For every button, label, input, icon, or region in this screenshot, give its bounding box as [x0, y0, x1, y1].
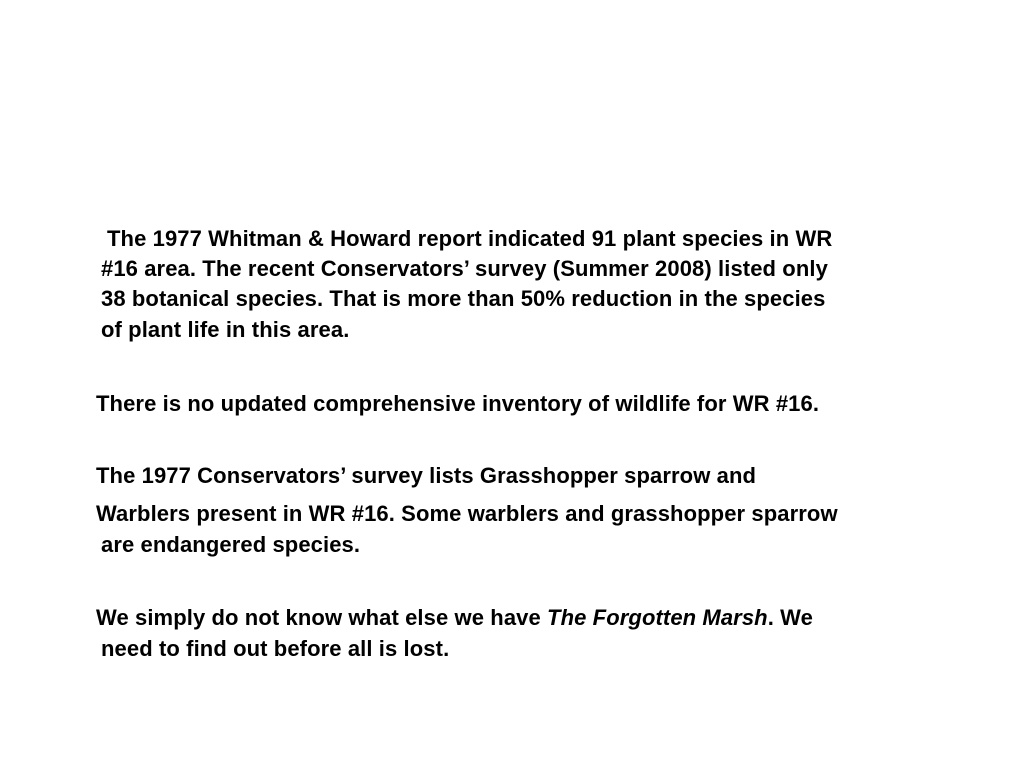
paragraph-5-line-1	[96, 603, 813, 633]
paragraph-4-line-1: Warblers present in WR #16. Some warblers and grasshopper sparrow	[96, 501, 838, 526]
paragraph-1-line-3: 38 botanical species. That is more than 50% reduction in the species	[101, 286, 826, 311]
paragraph-4-line-2: are endangered species.	[101, 532, 361, 557]
paragraph-2-line-1: There is no updated comprehensive inventory of wildlife for WR #16.	[96, 391, 820, 416]
paragraph-1-line-1: The 1977 Whitman & Howard report indicated 91 plant species in WR	[107, 226, 833, 251]
paragraph-1-line-2: #16 area. The recent Conservators’ survey (Summer 2008) listed only	[101, 256, 828, 281]
paragraph-3-line-1: The 1977 Conservators’ survey lists Grasshopper sparrow and	[96, 463, 757, 488]
book-title: The Forgotten Marsh	[547, 605, 768, 630]
paragraph-5-line-2: need to find out before all is lost.	[101, 636, 450, 661]
paragraph-5-text-start: We simply do not know what else we have	[96, 605, 548, 630]
paragraph-5-text-end: . We	[767, 605, 813, 630]
paragraph-1-line-4: of plant life in this area.	[101, 317, 350, 342]
